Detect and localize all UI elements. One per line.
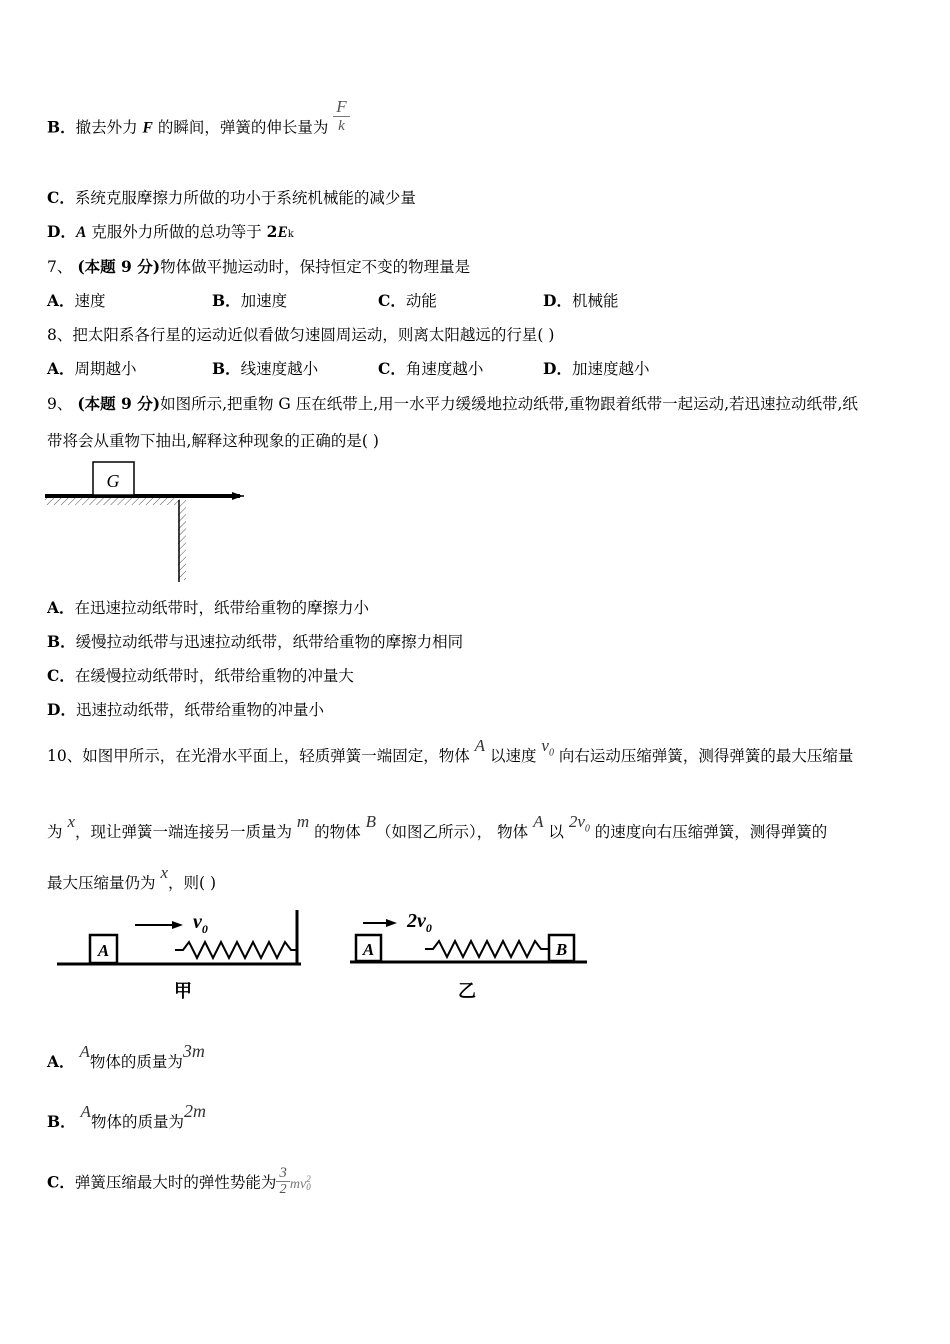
option-label: A．: [47, 598, 75, 617]
q6-option-d: [47, 220, 294, 242]
q7-stem: [47, 255, 470, 277]
option-text: 速度: [74, 292, 106, 310]
option-text: 加速度越小: [571, 360, 650, 378]
var-v: v: [541, 736, 549, 755]
var-m: m: [296, 812, 310, 831]
option-label: B．: [47, 1112, 76, 1131]
option-label: C．: [47, 188, 75, 207]
option-text: 机械能: [571, 292, 619, 310]
q10-option-b: [47, 1101, 206, 1132]
block-a-label: A: [362, 940, 375, 959]
var-x: x: [160, 863, 168, 882]
option-text: 角速度越小: [405, 360, 484, 378]
q10-figure-jia: [55, 905, 305, 1005]
velocity-subscript: 0: [425, 921, 432, 935]
question-text: 如图甲所示，在光滑水平面上，轻质弹簧一端固定，物体: [82, 747, 475, 765]
option-label: D．: [47, 222, 76, 241]
var-a: A: [474, 736, 486, 755]
question-text: 如图所示,把重物 G 压在纸带上,用一水平力缓缓地拉动纸带,重物跟着纸带一起运动,若迅速拉动纸带,纸: [160, 395, 858, 413]
q9-option-d: [47, 698, 324, 720]
option-label: D．: [543, 359, 572, 378]
q10-stem-line1: [47, 736, 854, 768]
spring: [425, 941, 549, 957]
question-number: 8、: [47, 326, 73, 344]
q9-option-c: [47, 664, 354, 686]
option-text: 克服外力所做的总功等于: [86, 223, 267, 241]
q8-stem: [47, 323, 554, 345]
option-text: 线速度越小: [240, 360, 319, 378]
option-label: B．: [212, 291, 241, 310]
option-label: D．: [47, 700, 76, 719]
option-label: A．: [47, 359, 75, 378]
option-text: 缓慢拉动纸带与迅速拉动纸带，纸带给重物的摩擦力相同: [75, 633, 464, 651]
var-e: E: [277, 224, 288, 241]
var-a: A: [79, 1042, 90, 1061]
option-text: 迅速拉动纸带，纸带给重物的冲量小: [75, 701, 324, 719]
velocity-label: [193, 911, 208, 936]
option-label: B．: [47, 632, 76, 651]
question-text: 为: [47, 823, 68, 841]
subscript: 0: [584, 823, 590, 835]
question-text: ，则( ): [167, 874, 217, 892]
coef: 2: [266, 222, 278, 241]
var-b: B: [365, 812, 376, 831]
option-label: C．: [378, 291, 406, 310]
question-text: ，现让弹簧一端连接另一质量为: [74, 823, 297, 841]
question-number: 10、: [47, 747, 83, 765]
q7-option-a: [47, 289, 106, 311]
q10-figure-yi: [345, 905, 595, 1005]
q8-option-d: [543, 357, 649, 379]
option-label: C．: [47, 666, 75, 685]
option-text: 在缓慢拉动纸带时，纸带给重物的冲量大: [74, 667, 354, 685]
option-text: 加速度: [240, 292, 288, 310]
var-v0: [541, 736, 554, 759]
fraction-numerator: F: [333, 98, 349, 117]
fraction-f-over-k: [333, 98, 349, 135]
option-text: 物体的质量为: [89, 1053, 183, 1071]
fraction-denominator: 2: [279, 1182, 287, 1197]
question-text: 把太阳系各行星的运动近似看做匀速圆周运动，则离太阳越远的行星( ): [72, 326, 555, 344]
score: (本题 9 分): [77, 394, 161, 413]
figure-caption: 甲: [174, 981, 192, 1002]
option-text: 撤去外力: [75, 118, 143, 137]
velocity-label: [406, 910, 432, 935]
question-text: 带将会从重物下抽出,解释这种现象的正确的是( ): [47, 432, 379, 450]
arrow-right-icon: [386, 919, 397, 927]
option-text: 的瞬间，弹簧的伸长量为: [152, 118, 334, 137]
spring: [175, 942, 297, 958]
option-text: 物体的质量为: [90, 1113, 184, 1131]
option-label: A．: [47, 1052, 75, 1071]
weight-label: G: [106, 471, 120, 491]
question-text: 以: [543, 823, 569, 841]
fraction-numerator: 3: [276, 1166, 290, 1182]
q9-stem-line2: [47, 429, 379, 451]
fraction-three-halves: [276, 1166, 290, 1197]
question-text: （如图乙所示）， 物体: [375, 823, 534, 841]
option-text: 弹簧压缩最大时的弹性势能为: [74, 1173, 277, 1192]
var-x: x: [67, 812, 75, 831]
value: 2m: [183, 1101, 206, 1121]
superscript: 2: [306, 1174, 311, 1185]
q8-option-b: [212, 357, 318, 379]
mv: mv: [289, 1176, 307, 1192]
mv-term: [289, 1174, 311, 1193]
question-number: 9、: [47, 395, 73, 413]
question-text: 以速度: [485, 747, 542, 765]
arrow-right-icon: [172, 921, 183, 929]
figure-caption: 乙: [458, 981, 476, 1002]
option-label: B．: [212, 359, 241, 378]
option-label: B．: [47, 117, 76, 137]
var-a: A: [80, 1102, 91, 1121]
subscript: 0: [306, 1182, 311, 1193]
question-text: 最大压缩量仍为: [47, 874, 161, 892]
q8-option-a: [47, 357, 137, 379]
question-text: 物体做平抛运动时，保持恒定不变的物理量是: [160, 258, 471, 276]
q9-option-b: [47, 630, 463, 652]
q10-stem-line2: [47, 812, 828, 844]
fraction-denominator: k: [338, 118, 345, 134]
subscript: 0: [548, 747, 554, 759]
q10-option-a: [47, 1041, 205, 1072]
var-f: F: [142, 119, 153, 137]
q7-option-b: [212, 289, 287, 311]
option-label: C．: [378, 359, 406, 378]
table-surface-hatch: [45, 498, 180, 505]
option-text: 在迅速拉动纸带时，纸带给重物的摩擦力小: [74, 599, 370, 617]
q10-stem-line3: [47, 863, 217, 893]
q9-figure: [40, 455, 255, 585]
option-label: C．: [47, 1172, 75, 1192]
var-a: A: [533, 812, 544, 831]
question-number: 7、: [47, 258, 73, 276]
q8-option-c: [378, 357, 483, 379]
block-b-label: B: [555, 940, 568, 959]
option-text: 周期越小: [74, 360, 137, 378]
block-a-label: A: [97, 941, 110, 960]
var-2v0: [568, 812, 590, 835]
subscript: k: [287, 229, 294, 240]
option-label: D．: [543, 291, 572, 310]
q10-option-c: [47, 1165, 311, 1199]
q9-option-a: [47, 596, 369, 618]
q6-option-b: [47, 97, 350, 147]
score: (本题 9 分): [77, 257, 161, 276]
q9-stem-line1: [47, 392, 858, 414]
velocity-subscript: 0: [201, 922, 208, 936]
question-text: 向右运动压缩弹簧，测得弹簧的最大压缩量: [553, 747, 854, 765]
velocity-symbol: v: [193, 911, 202, 933]
var-a: A: [75, 224, 87, 241]
q6-option-c: [47, 186, 416, 208]
question-text: 的速度向右压缩弹簧，测得弹簧的: [589, 823, 828, 841]
q7-option-c: [378, 289, 437, 311]
option-text: 系统克服摩擦力所做的功小于系统机械能的减少量: [74, 189, 416, 207]
velocity-symbol: 2v: [407, 910, 426, 932]
q7-option-d: [543, 289, 618, 311]
option-text: 动能: [405, 292, 437, 310]
value: 3m: [182, 1041, 205, 1061]
question-text: 的物体: [309, 823, 366, 841]
var-2v: 2v: [568, 812, 585, 831]
option-label: A．: [47, 291, 75, 310]
